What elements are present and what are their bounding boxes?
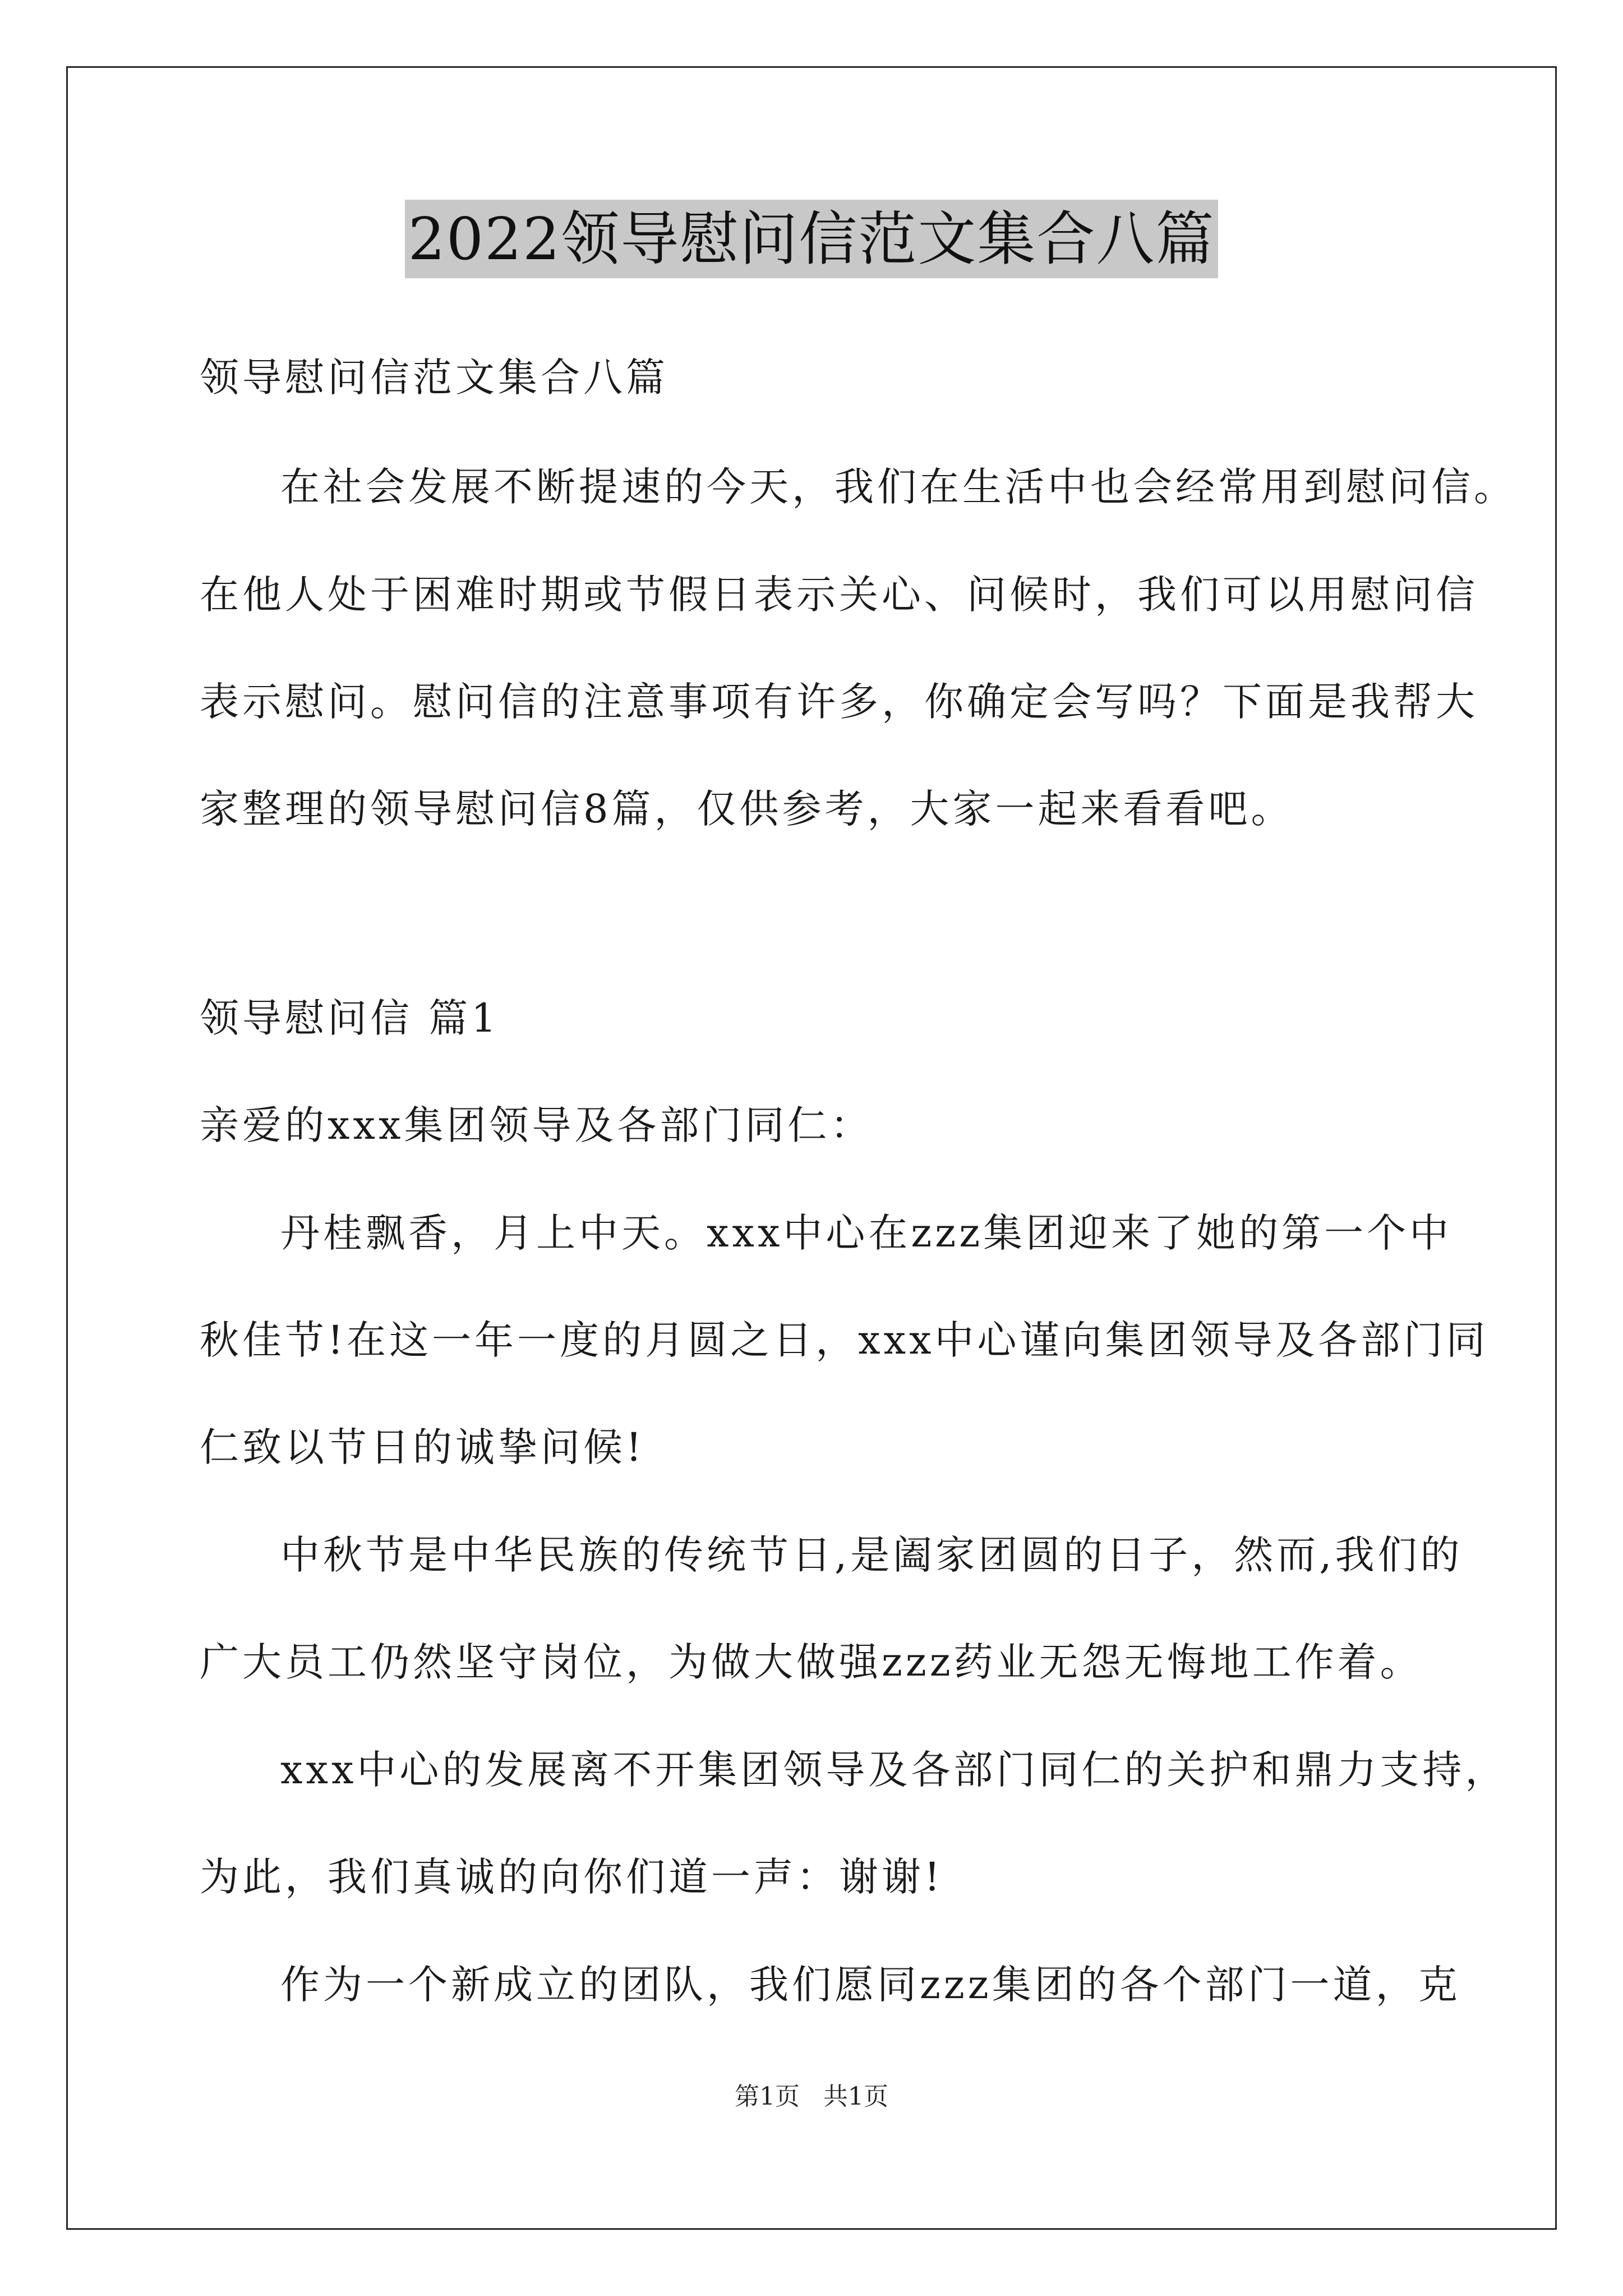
page-number-current: 第1页 <box>735 2082 800 2111</box>
body-line-8: 作为一个新成立的团队，我们愿同zzz集团的各个部门一道，克 <box>280 1962 1461 2008</box>
body-line-2: 秋佳节!在这一年一度的月圆之日，xxx中心谨向集团领导及各部门同 <box>200 1317 1489 1363</box>
page-number-total: 共1页 <box>823 2082 888 2111</box>
salutation: 亲爱的xxx集团领导及各部门同仁： <box>200 1102 873 1148</box>
body-line-4: 中秋节是中华民族的传统节日,是阖家团圆的日子，然而,我们的 <box>280 1532 1463 1578</box>
body-line-6: xxx中心的发展离不开集团领导及各部门同仁的关护和鼎力支持， <box>280 1747 1508 1793</box>
intro-line-2: 在他人处于困难时期或节假日表示关心、问候时，我们可以用慰问信 <box>200 572 1478 618</box>
section-heading: 领导慰问信 篇1 <box>200 995 500 1041</box>
body-line-3: 仁致以节日的诚挚问候! <box>200 1424 645 1470</box>
title-container <box>0 200 1623 278</box>
document-title: 2022领导慰问信范文集合八篇 <box>405 200 1219 278</box>
page-footer <box>0 2080 1623 2114</box>
body-line-1: 丹桂飘香，月上中天。xxx中心在zzz集团迎来了她的第一个中 <box>280 1210 1453 1256</box>
intro-line-3: 表示慰问。慰问信的注意事项有许多，你确定会写吗？下面是我帮大 <box>200 679 1478 725</box>
body-line-5: 广大员工仍然坚守岗位，为做大做强zzz药业无怨无悔地工作着。 <box>200 1639 1423 1685</box>
intro-line-1: 在社会发展不断提速的今天，我们在生活中也会经常用到慰问信。 <box>280 464 1516 510</box>
intro-line-4: 家整理的领导慰问信8篇，仅供参考，大家一起来看看吧。 <box>200 786 1294 832</box>
document-subtitle: 领导慰问信范文集合八篇 <box>200 355 668 401</box>
body-line-7: 为此，我们真诚的向你们道一声：谢谢! <box>200 1854 944 1900</box>
